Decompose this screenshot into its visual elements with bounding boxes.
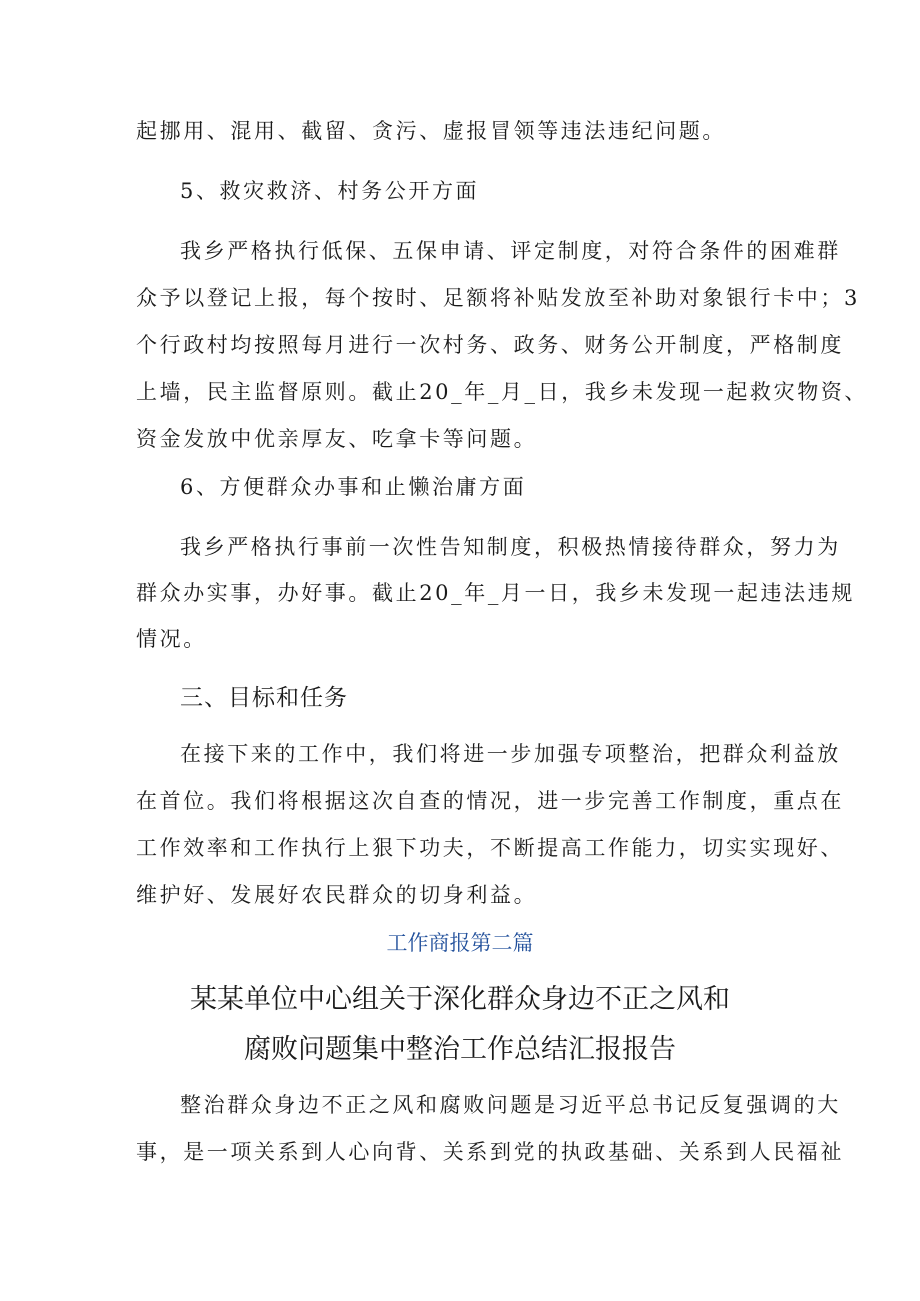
document-title-line-2: 腐败问题集中整治工作总结汇报报告 <box>244 1034 676 1065</box>
body-text-line: 起挪用、混用、截留、贪污、虚报冒领等违法违纪问题。 <box>136 119 726 143</box>
body-text-line: 整治群众身边不正之风和腐败问题是习近平总书记反复强调的大 <box>180 1093 841 1117</box>
body-text-line: 在首位。我们将根据这次自查的情况，进一步完善工作制度，重点在 <box>136 789 844 813</box>
body-text-line: 在接下来的工作中，我们将进一步加强专项整治，把群众利益放 <box>180 742 841 766</box>
body-text-line: 工作效率和工作执行上狠下功夫，不断提高工作能力，切实实现好、 <box>136 836 844 860</box>
section-6-heading: 6、方便群众办事和止懒治庸方面 <box>180 475 527 499</box>
article-link-title[interactable]: 工作商报第二篇 <box>386 931 534 955</box>
section-5-heading: 5、救灾救济、村务公开方面 <box>180 179 480 203</box>
body-text-line: 我乡严格执行低保、五保申请、评定制度，对符合条件的困难群 <box>180 239 841 263</box>
body-text-line: 资金发放中优亲厚友、吃拿卡等问题。 <box>136 427 538 451</box>
body-text-line: 维护好、发展好农民群众的切身利益。 <box>136 883 538 907</box>
body-text-line: 众予以登记上报，每个按时、足额将补贴发放至补助对象银行卡中；3 <box>136 286 860 310</box>
body-text-line: 上墙，民主监督原则。截止20_年_月_日，我乡未发现一起救灾物资、 <box>136 380 869 404</box>
document-title-line-1: 某某单位中心组关于深化群众身边不正之风和 <box>190 984 730 1015</box>
body-text-line: 事，是一项关系到人心向背、关系到党的执政基础、关系到人民福祉 <box>136 1140 844 1164</box>
body-text-line: 情况。 <box>136 627 207 651</box>
body-text-line: 我乡严格执行事前一次性告知制度，积极热情接待群众，努力为 <box>180 535 841 559</box>
section-3-heading: 三、目标和任务 <box>180 685 348 711</box>
body-text-line: 个行政村均按照每月进行一次村务、政务、财务公开制度，严格制度 <box>136 333 844 357</box>
body-text-line: 群众办实事，办好事。截止20_年_月一日，我乡未发现一起违法违规 <box>136 581 855 605</box>
